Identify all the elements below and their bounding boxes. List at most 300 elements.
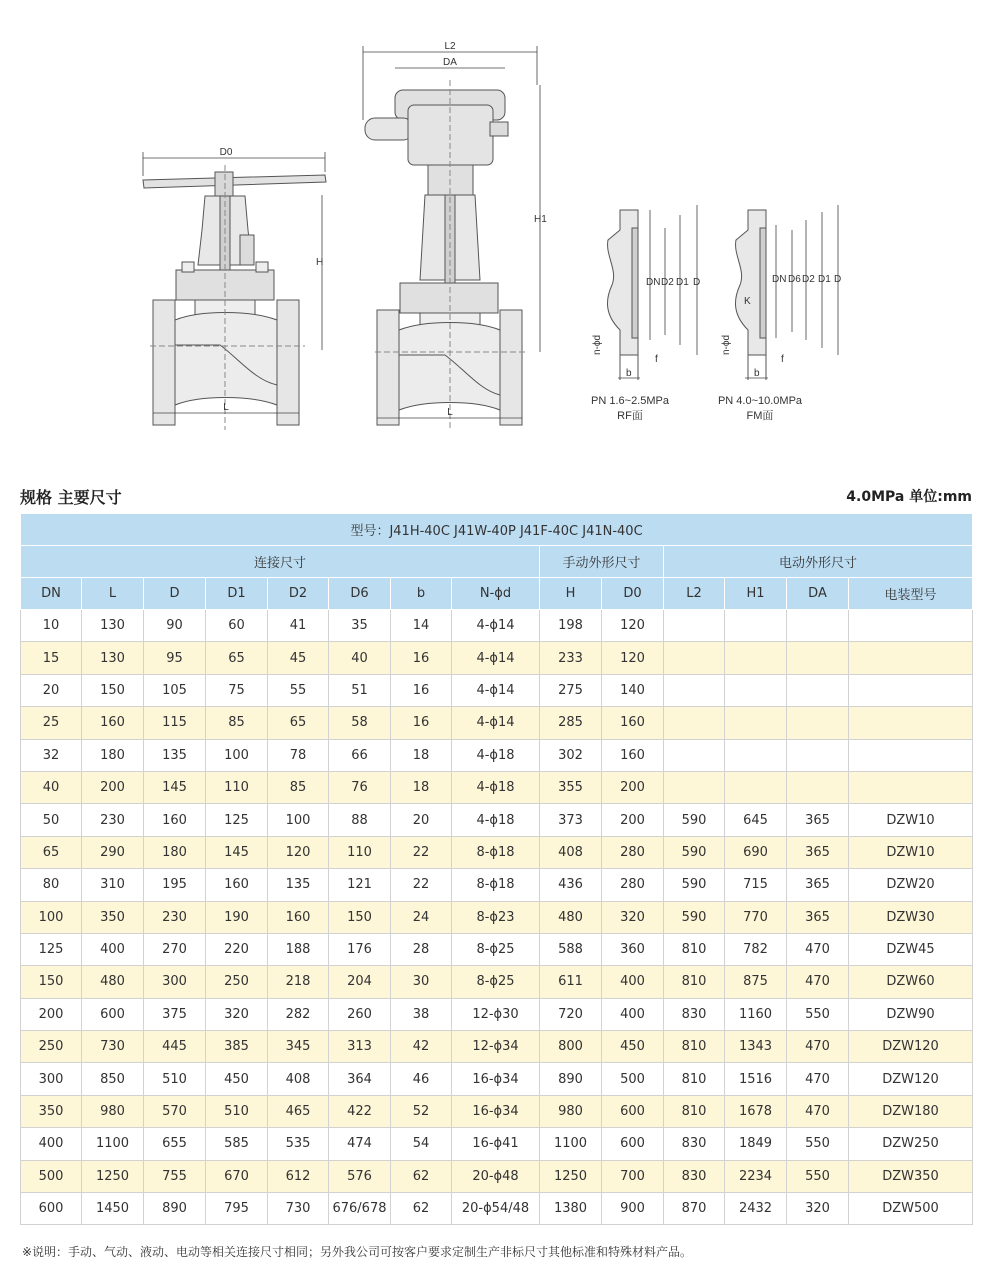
table-cell: 590	[664, 901, 725, 933]
column-header-row	[21, 578, 973, 610]
column-header: D	[144, 578, 206, 610]
table-cell: 408	[540, 836, 602, 868]
table-cell: 676/678	[329, 1193, 391, 1225]
table-cell: 364	[329, 1063, 391, 1095]
table-cell: 220	[206, 933, 268, 965]
table-cell: 16-ϕ41	[452, 1128, 540, 1160]
table-cell: 690	[725, 836, 787, 868]
table-cell: 4-ϕ18	[452, 771, 540, 803]
table-cell: 218	[268, 966, 329, 998]
table-cell: 550	[787, 998, 849, 1030]
table-cell: 550	[787, 1128, 849, 1160]
table-row	[21, 1031, 973, 1063]
table-cell: 135	[144, 739, 206, 771]
column-header: D6	[329, 578, 391, 610]
dim-h-label: H	[316, 257, 324, 268]
dim-l2-label: L2	[444, 41, 456, 52]
table-cell: 110	[206, 771, 268, 803]
table-cell: 20-ϕ54/48	[452, 1193, 540, 1225]
table-cell: 1343	[725, 1031, 787, 1063]
table-cell: 85	[206, 707, 268, 739]
table-cell: 810	[664, 1095, 725, 1127]
spec-table	[20, 513, 973, 1225]
table-cell	[787, 707, 849, 739]
dim-rf-dn-label: DN	[646, 277, 661, 288]
table-cell: 120	[268, 836, 329, 868]
table-cell: 480	[540, 901, 602, 933]
dim-l-electric-label: L	[447, 407, 453, 418]
table-row	[21, 707, 973, 739]
table-cell: 125	[206, 804, 268, 836]
table-cell: 65	[21, 836, 82, 868]
table-cell: 8-ϕ25	[452, 966, 540, 998]
table-cell: 1160	[725, 998, 787, 1030]
table-cell: 66	[329, 739, 391, 771]
table-cell	[725, 739, 787, 771]
fm-caption-face: FM面	[746, 410, 774, 422]
table-cell: 16-ϕ34	[452, 1063, 540, 1095]
table-cell: 2432	[725, 1193, 787, 1225]
table-cell: 51	[329, 674, 391, 706]
table-cell	[849, 707, 973, 739]
table-cell: 76	[329, 771, 391, 803]
column-header: 电装型号	[849, 578, 973, 610]
table-cell: 655	[144, 1128, 206, 1160]
table-row	[21, 1128, 973, 1160]
table-cell: 810	[664, 966, 725, 998]
table-cell: 320	[602, 901, 664, 933]
electric-valve-drawing	[365, 80, 525, 430]
table-cell: 2234	[725, 1160, 787, 1192]
table-cell: 100	[268, 804, 329, 836]
table-cell: 1100	[82, 1128, 144, 1160]
dim-fm-d2-label: D2	[802, 274, 815, 285]
table-cell: 160	[602, 707, 664, 739]
table-cell: 160	[268, 901, 329, 933]
column-header: DN	[21, 578, 82, 610]
table-cell: 95	[144, 642, 206, 674]
table-cell: 600	[602, 1128, 664, 1160]
table-cell: 85	[268, 771, 329, 803]
table-cell: 8-ϕ18	[452, 869, 540, 901]
table-cell: 355	[540, 771, 602, 803]
table-row	[21, 966, 973, 998]
table-cell: 385	[206, 1031, 268, 1063]
table-cell: 720	[540, 998, 602, 1030]
table-cell: 645	[725, 804, 787, 836]
table-cell: 8-ϕ18	[452, 836, 540, 868]
table-cell: 230	[144, 901, 206, 933]
table-cell	[664, 642, 725, 674]
rf-caption	[575, 395, 685, 423]
table-cell	[664, 771, 725, 803]
table-cell	[787, 610, 849, 642]
table-cell: 795	[206, 1193, 268, 1225]
table-cell: 1450	[82, 1193, 144, 1225]
column-header: D0	[602, 578, 664, 610]
fm-flange-detail	[735, 210, 766, 380]
table-cell: 870	[664, 1193, 725, 1225]
fm-caption	[700, 395, 820, 423]
table-cell: 110	[329, 836, 391, 868]
table-cell: 41	[268, 610, 329, 642]
table-cell: 770	[725, 901, 787, 933]
column-header: L	[82, 578, 144, 610]
table-cell: 576	[329, 1160, 391, 1192]
table-cell: DZW20	[849, 869, 973, 901]
table-cell: 585	[206, 1128, 268, 1160]
table-cell: 365	[787, 804, 849, 836]
table-cell: 65	[206, 642, 268, 674]
table-cell: 470	[787, 933, 849, 965]
table-cell: DZW90	[849, 998, 973, 1030]
table-cell: 830	[664, 998, 725, 1030]
table-cell: 1380	[540, 1193, 602, 1225]
table-cell: 4-ϕ18	[452, 739, 540, 771]
manual-valve-drawing	[143, 165, 326, 430]
table-cell: 830	[664, 1160, 725, 1192]
rf-flange-detail	[607, 210, 638, 380]
table-cell: 590	[664, 804, 725, 836]
column-header: L2	[664, 578, 725, 610]
table-cell: 75	[206, 674, 268, 706]
table-row	[21, 1095, 973, 1127]
dim-fm-f-label: f	[781, 354, 784, 365]
table-cell: 450	[602, 1031, 664, 1063]
table-cell: 365	[787, 901, 849, 933]
table-cell: 40	[329, 642, 391, 674]
table-cell: 88	[329, 804, 391, 836]
table-cell: 360	[602, 933, 664, 965]
table-cell: 195	[144, 869, 206, 901]
table-cell: 260	[329, 998, 391, 1030]
table-cell: 470	[787, 1063, 849, 1095]
table-cell: 145	[206, 836, 268, 868]
table-cell: 550	[787, 1160, 849, 1192]
dim-k-label: K	[744, 296, 751, 307]
dim-fm-nphid-label: n-ϕd	[721, 334, 732, 355]
table-cell: 25	[21, 707, 82, 739]
table-cell: 14	[391, 610, 452, 642]
table-cell: 470	[787, 966, 849, 998]
table-cell: 160	[206, 869, 268, 901]
table-cell: 1678	[725, 1095, 787, 1127]
table-cell: 590	[664, 869, 725, 901]
table-cell: 470	[787, 1031, 849, 1063]
table-cell: 38	[391, 998, 452, 1030]
table-cell: 800	[540, 1031, 602, 1063]
table-cell: 200	[21, 998, 82, 1030]
column-header: DA	[787, 578, 849, 610]
table-cell: 400	[21, 1128, 82, 1160]
table-cell: 830	[664, 1128, 725, 1160]
table-cell: 1250	[540, 1160, 602, 1192]
valve-technical-drawing	[0, 0, 1000, 470]
table-cell: 465	[268, 1095, 329, 1127]
table-cell: 12-ϕ34	[452, 1031, 540, 1063]
rf-caption-face: RF面	[617, 410, 643, 422]
table-cell: 1250	[82, 1160, 144, 1192]
table-cell: 78	[268, 739, 329, 771]
table-cell: 810	[664, 933, 725, 965]
table-cell: 35	[329, 610, 391, 642]
table-cell: 200	[602, 804, 664, 836]
table-cell: 233	[540, 642, 602, 674]
table-cell: 375	[144, 998, 206, 1030]
table-cell: 250	[206, 966, 268, 998]
table-cell: 422	[329, 1095, 391, 1127]
table-cell: 120	[602, 642, 664, 674]
table-cell: 588	[540, 933, 602, 965]
table-cell: 980	[82, 1095, 144, 1127]
table-cell: 160	[144, 804, 206, 836]
table-row	[21, 933, 973, 965]
table-cell	[725, 707, 787, 739]
table-cell: 755	[144, 1160, 206, 1192]
table-cell: 12-ϕ30	[452, 998, 540, 1030]
table-cell: 145	[144, 771, 206, 803]
table-cell: 715	[725, 869, 787, 901]
group-manual: 手动外形尺寸	[540, 546, 664, 578]
table-cell: 250	[21, 1031, 82, 1063]
table-cell: 436	[540, 869, 602, 901]
table-cell: 980	[540, 1095, 602, 1127]
table-cell: 16	[391, 707, 452, 739]
table-cell	[849, 739, 973, 771]
table-cell: 875	[725, 966, 787, 998]
table-cell: 80	[21, 869, 82, 901]
table-cell: 310	[82, 869, 144, 901]
table-cell: 285	[540, 707, 602, 739]
table-cell: 500	[21, 1160, 82, 1192]
column-header: H1	[725, 578, 787, 610]
table-cell: 62	[391, 1193, 452, 1225]
table-row	[21, 610, 973, 642]
table-row	[21, 1193, 973, 1225]
table-cell: 45	[268, 642, 329, 674]
table-cell: 611	[540, 966, 602, 998]
table-cell: DZW30	[849, 901, 973, 933]
table-cell: 180	[144, 836, 206, 868]
table-cell: 55	[268, 674, 329, 706]
table-row	[21, 901, 973, 933]
table-cell: 20	[21, 674, 82, 706]
dim-rf-b-label: b	[626, 368, 632, 379]
table-row	[21, 1160, 973, 1192]
table-cell	[787, 674, 849, 706]
table-row	[21, 1063, 973, 1095]
dim-fm-b-label: b	[754, 368, 760, 379]
table-cell	[664, 707, 725, 739]
dim-rf-d2-label: D2	[661, 277, 674, 288]
table-cell: 22	[391, 869, 452, 901]
table-cell: 115	[144, 707, 206, 739]
table-cell	[725, 642, 787, 674]
table-cell: 510	[144, 1063, 206, 1095]
table-cell: 350	[21, 1095, 82, 1127]
table-cell: 135	[268, 869, 329, 901]
table-cell: 40	[21, 771, 82, 803]
table-cell: 188	[268, 933, 329, 965]
table-row	[21, 674, 973, 706]
table-cell: 160	[82, 707, 144, 739]
table-cell: 320	[787, 1193, 849, 1225]
table-cell: 600	[602, 1095, 664, 1127]
table-cell: 275	[540, 674, 602, 706]
table-cell: 204	[329, 966, 391, 998]
table-row	[21, 739, 973, 771]
table-row	[21, 771, 973, 803]
table-cell	[849, 610, 973, 642]
table-cell: 280	[602, 869, 664, 901]
table-cell: 350	[82, 901, 144, 933]
table-cell: 302	[540, 739, 602, 771]
table-cell: 176	[329, 933, 391, 965]
table-row	[21, 642, 973, 674]
table-cell: 600	[82, 998, 144, 1030]
column-header: N-ϕd	[452, 578, 540, 610]
table-row	[21, 836, 973, 868]
dim-fm-d1-label: D1	[818, 274, 831, 285]
rf-caption-pressure: PN 1.6~2.5MPa	[591, 395, 669, 407]
table-cell: 46	[391, 1063, 452, 1095]
dim-da-label: DA	[443, 57, 457, 68]
table-cell: 570	[144, 1095, 206, 1127]
table-cell: 15	[21, 642, 82, 674]
table-cell	[664, 610, 725, 642]
table-cell: DZW60	[849, 966, 973, 998]
column-header: D1	[206, 578, 268, 610]
table-cell: 470	[787, 1095, 849, 1127]
column-header: H	[540, 578, 602, 610]
table-cell: DZW10	[849, 804, 973, 836]
table-cell: 60	[206, 610, 268, 642]
fm-caption-pressure: PN 4.0~10.0MPa	[717, 395, 803, 407]
table-cell: 480	[82, 966, 144, 998]
table-cell: DZW45	[849, 933, 973, 965]
table-cell: 445	[144, 1031, 206, 1063]
table-cell: 313	[329, 1031, 391, 1063]
table-cell: 730	[268, 1193, 329, 1225]
table-cell	[849, 642, 973, 674]
table-cell: 345	[268, 1031, 329, 1063]
table-cell: 290	[82, 836, 144, 868]
table-cell: 4-ϕ18	[452, 804, 540, 836]
column-header: D2	[268, 578, 329, 610]
table-cell: 54	[391, 1128, 452, 1160]
table-row	[21, 998, 973, 1030]
table-cell: 24	[391, 901, 452, 933]
table-cell: 150	[329, 901, 391, 933]
table-cell: 52	[391, 1095, 452, 1127]
table-cell: 4-ϕ14	[452, 674, 540, 706]
table-cell: 850	[82, 1063, 144, 1095]
dim-fm-dn-label: DN	[772, 274, 787, 285]
table-cell	[849, 771, 973, 803]
table-cell: 400	[82, 933, 144, 965]
group-electric: 电动外形尺寸	[664, 546, 973, 578]
table-cell: DZW180	[849, 1095, 973, 1127]
table-cell: 8-ϕ23	[452, 901, 540, 933]
column-header: b	[391, 578, 452, 610]
table-cell: 16	[391, 642, 452, 674]
table-cell: 10	[21, 610, 82, 642]
table-cell: 782	[725, 933, 787, 965]
table-cell: 4-ϕ14	[452, 642, 540, 674]
table-cell: 474	[329, 1128, 391, 1160]
table-cell: 121	[329, 869, 391, 901]
table-cell: 365	[787, 836, 849, 868]
table-cell: 500	[602, 1063, 664, 1095]
dim-d0-label: D0	[219, 147, 233, 158]
table-cell: 400	[602, 998, 664, 1030]
table-cell: 22	[391, 836, 452, 868]
table-cell	[787, 642, 849, 674]
table-cell: 65	[268, 707, 329, 739]
table-cell: 810	[664, 1063, 725, 1095]
table-cell: 300	[21, 1063, 82, 1095]
table-cell: 270	[144, 933, 206, 965]
dim-fm-d-label: D	[834, 274, 842, 285]
table-cell: 4-ϕ14	[452, 610, 540, 642]
table-cell: 408	[268, 1063, 329, 1095]
table-cell: 30	[391, 966, 452, 998]
model-row: 型号：J41H-40C J41W-40P J41F-40C J41N-40C	[21, 514, 973, 546]
table-cell: 58	[329, 707, 391, 739]
table-cell: 130	[82, 642, 144, 674]
spec-unit: 4.0MPa 单位:mm	[846, 489, 972, 505]
group-connection: 连接尺寸	[21, 546, 540, 578]
table-cell: 20-ϕ48	[452, 1160, 540, 1192]
table-cell: 890	[144, 1193, 206, 1225]
spec-heading: 规格 主要尺寸	[20, 488, 122, 507]
table-cell: 8-ϕ25	[452, 933, 540, 965]
table-cell: 16	[391, 674, 452, 706]
table-cell: 900	[602, 1193, 664, 1225]
table-cell: 282	[268, 998, 329, 1030]
table-cell: 150	[82, 674, 144, 706]
dim-fm-d6-label: D6	[788, 274, 801, 285]
table-cell	[725, 610, 787, 642]
dim-rf-d-label: D	[693, 277, 701, 288]
table-cell: 42	[391, 1031, 452, 1063]
table-cell: 1100	[540, 1128, 602, 1160]
table-cell	[849, 674, 973, 706]
table-cell	[787, 739, 849, 771]
table-cell: DZW10	[849, 836, 973, 868]
table-cell: 90	[144, 610, 206, 642]
table-cell: 28	[391, 933, 452, 965]
table-cell: 16-ϕ34	[452, 1095, 540, 1127]
table-cell: 198	[540, 610, 602, 642]
table-cell: 100	[21, 901, 82, 933]
table-cell: 890	[540, 1063, 602, 1095]
table-cell: 20	[391, 804, 452, 836]
spec-body	[21, 610, 973, 1225]
table-cell: 373	[540, 804, 602, 836]
table-cell: 700	[602, 1160, 664, 1192]
table-cell	[787, 771, 849, 803]
dim-rf-f-label: f	[655, 354, 658, 365]
table-cell: 612	[268, 1160, 329, 1192]
table-cell: DZW500	[849, 1193, 973, 1225]
table-cell	[725, 771, 787, 803]
table-row	[21, 869, 973, 901]
table-cell	[664, 739, 725, 771]
table-cell: 18	[391, 739, 452, 771]
table-cell: 730	[82, 1031, 144, 1063]
table-cell: DZW350	[849, 1160, 973, 1192]
